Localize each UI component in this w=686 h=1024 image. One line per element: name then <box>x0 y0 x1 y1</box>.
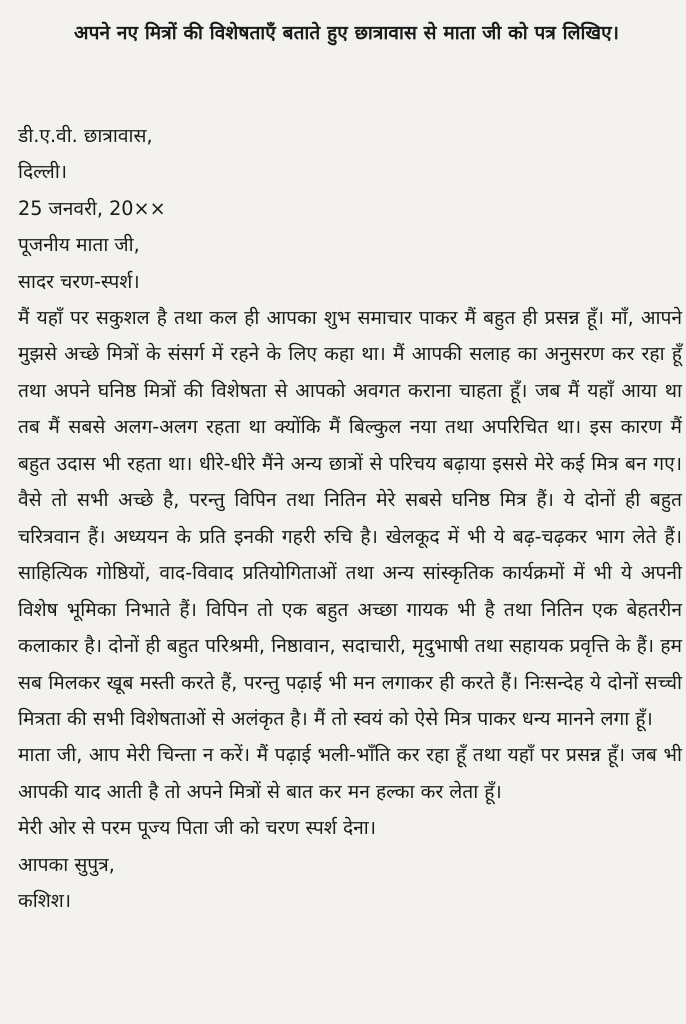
question-heading: अपने नए मित्रों की विशेषताएँ बताते हुए छात्रावास से माता जी को पत्र लिखिए। <box>74 22 620 44</box>
signature: कशिश। <box>18 889 72 913</box>
letter-date: 25 जनवरी, 20×× <box>18 196 166 220</box>
letter-paragraph-3: मेरी ओर से परम पूज्य पिता जी को चरण स्पर्श देना। <box>18 816 377 840</box>
letter-paragraph-2: माता जी, आप मेरी चिन्ता न करें। मैं पढ़ाई भली-भाँति कर रहा हूँ तथा यहाँ पर प्रसन्न हूँ। जब भी आपकी याद आती है तो अपने मित्रों से बात कर मन हल्का कर लेता हूँ। <box>18 743 682 803</box>
letter-body <box>18 118 682 920</box>
closing: आपका सुपुत्र, <box>18 852 115 876</box>
address-line-1: डी.ए.वी. छात्रावास, <box>18 124 153 147</box>
address-line-2: दिल्ली। <box>18 160 68 184</box>
letter-paragraph-1: मैं यहाँ पर सकुशल है तथा कल ही आपका शुभ समाचार पाकर मैं बहुत ही प्रसन्न हूँ। माँ, आपने मुझसे अच्छे मित्रों के संसर्ग में रहने के लिए कहा था। मैं आपकी सलाह का अनुसरण कर रहा हूँ तथा अपने घनिष्ठ मित्रों की विशेषता से आपको अवगत कराना चाहता हूँ। जब मैं यहाँ आया था तब मैं सबसे अलग-अलग रहता था क्योंकि मैं बिल्कुल नया तथा अपरिचित था। इस कारण मैं बहुत उदास भी रहता था। धीरे-धीरे मैंने अन्य छात्रों से परिचय बढ़ाया इससे मेरे कई मित्र बन गए। वैसे तो सभी अच्छे है, परन्तु विपिन तथा नितिन मेरे सबसे घनिष्ठ मित्र हैं। ये दोनों ही बहुत चरित्रवान हैं। अध्ययन के प्रति इनकी गहरी रुचि है। खेलकूद में भी ये बढ़-चढ़कर भाग लेते हैं। साहित्यिक गोष्ठियों, वाद-विवाद प्रतियोगिताओं तथा अन्य सांस्कृतिक कार्यक्रमों में भी ये अपनी विशेष भूमिका निभाते हैं। विपिन तो एक बहुत अच्छा गायक भी है तथा नितिन एक बेहतरीन कलाकार है। दोनों ही बहुत परिश्रमी, निष्ठावान, सदाचारी, मृदुभाषी तथा सहायक प्रवृत्ति के हैं। हम सब मिलकर खूब मस्ती करते हैं, परन्तु पढ़ाई भी मन लगाकर ही करते हैं। निःसन्देह ये दोनों सच्ची मित्रता की सभी विशेषताओं से अलंकृत है। मैं तो स्वयं को ऐसे मित्र पाकर धन्य मानने लगा हूँ। <box>18 306 682 731</box>
greeting: सादर चरण-स्पर्श। <box>18 269 140 293</box>
salutation: पूजनीय माता जी, <box>18 233 140 257</box>
